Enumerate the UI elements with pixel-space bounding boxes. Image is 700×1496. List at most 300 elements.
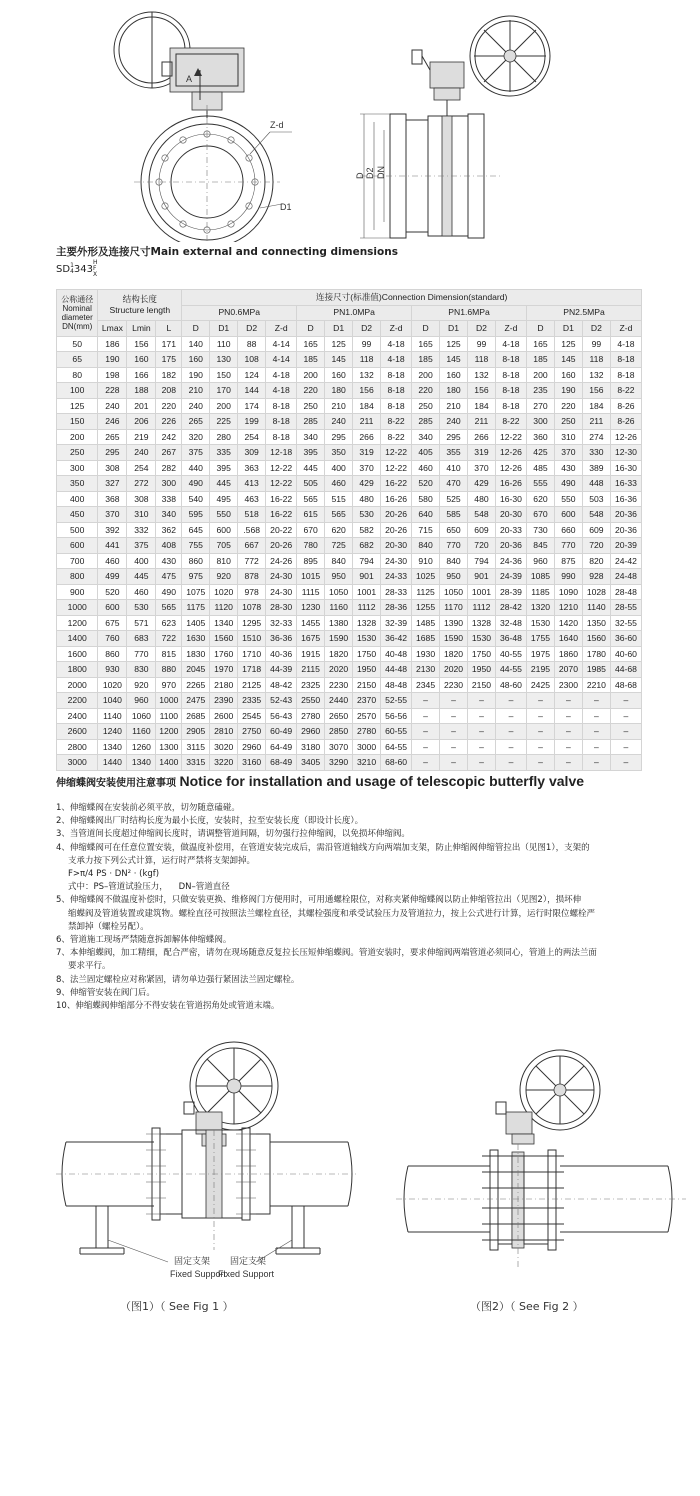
- table-cell: 16-26: [381, 491, 412, 507]
- table-cell: 200: [527, 367, 555, 383]
- table-cell: 20-33: [495, 522, 526, 538]
- table-cell: 220: [297, 383, 325, 399]
- figure-1-caption: （图1）（ See Fig 1 ）: [120, 1300, 234, 1313]
- table-cell: 720: [582, 538, 610, 554]
- table-cell: 124: [238, 367, 266, 383]
- table-row: [57, 522, 642, 538]
- table-cell: 1140: [582, 600, 610, 616]
- table-cell: 24-42: [610, 553, 641, 569]
- table-cell: 319: [468, 445, 496, 461]
- table-cell: 3160: [238, 755, 266, 771]
- table-cell: 3070: [325, 739, 353, 755]
- table-cell: 20-36: [495, 538, 526, 554]
- table-cell: 240: [98, 398, 127, 414]
- table-cell: 565: [297, 491, 325, 507]
- table-cell: 920: [210, 569, 238, 585]
- table-cell: –: [412, 739, 440, 755]
- table-cell: 2810: [210, 724, 238, 740]
- label-d2: D2: [365, 167, 375, 179]
- table-row: [57, 708, 642, 724]
- table-cell: 408: [156, 538, 182, 554]
- table-cell: –: [554, 755, 582, 771]
- table-cell: 310: [127, 507, 156, 523]
- table-cell: 445: [127, 569, 156, 585]
- table-cell: 1405: [182, 615, 210, 631]
- table-cell: 540: [182, 491, 210, 507]
- figure-2-caption: （图2）（ See Fig 2 ）: [470, 1300, 584, 1313]
- table-cell: –: [495, 755, 526, 771]
- table-cell: 840: [412, 538, 440, 554]
- note-9: 9、伸缩管安装在阀门后。: [56, 987, 155, 998]
- table-cell: 327: [98, 476, 127, 492]
- table-cell: 2400: [57, 708, 98, 724]
- table-cell: 830: [127, 662, 156, 678]
- table-cell: 705: [210, 538, 238, 554]
- table-cell: 4-18: [495, 336, 526, 352]
- table-cell: 4-14: [266, 352, 297, 368]
- table-cell: 2780: [297, 708, 325, 724]
- table-cell: 28-30: [266, 600, 297, 616]
- table-cell: –: [582, 755, 610, 771]
- table-cell: 555: [527, 476, 555, 492]
- table-cell: 2550: [297, 693, 325, 709]
- table-cell: 185: [412, 352, 440, 368]
- table-cell: 8-18: [381, 398, 412, 414]
- table-cell: 16-22: [381, 476, 412, 492]
- table-cell: 875: [554, 553, 582, 569]
- label-d1: D1: [280, 202, 292, 212]
- table-cell: 150: [210, 367, 238, 383]
- table-cell: 332: [127, 522, 156, 538]
- note-4-cont: 支承力按下列公式计算，运行时严禁将支架卸掉。: [68, 855, 256, 866]
- table-cell: 8-22: [495, 414, 526, 430]
- table-cell: 274: [582, 429, 610, 445]
- table-cell: 309: [238, 445, 266, 461]
- table-cell: 440: [182, 460, 210, 476]
- label-d: D: [355, 172, 365, 179]
- table-cell: 794: [353, 553, 381, 569]
- table-cell: 820: [582, 553, 610, 569]
- table-cell: 1000: [156, 693, 182, 709]
- table-cell: 1710: [238, 646, 266, 662]
- table-cell: 295: [98, 445, 127, 461]
- table-cell: –: [440, 755, 468, 771]
- table-cell: 28-55: [610, 600, 641, 616]
- table-cell: 20-36: [610, 507, 641, 523]
- table-cell: 1001: [353, 584, 381, 600]
- table-cell: 8-22: [381, 429, 412, 445]
- table-cell: 660: [554, 522, 582, 538]
- table-cell: 1295: [238, 615, 266, 631]
- table-cell: 1050: [325, 584, 353, 600]
- table-cell: 928: [582, 569, 610, 585]
- table-cell: 1170: [440, 600, 468, 616]
- table-cell: 845: [527, 538, 555, 554]
- table-cell: 165: [297, 336, 325, 352]
- table-cell: 460: [325, 476, 353, 492]
- table-cell: 265: [98, 429, 127, 445]
- table-cell: –: [554, 693, 582, 709]
- table-cell: 200: [210, 398, 238, 414]
- table-cell: 1760: [210, 646, 238, 662]
- table-cell: 64-55: [381, 739, 412, 755]
- label-a: A: [186, 74, 193, 84]
- table-cell: 600: [210, 522, 238, 538]
- table-cell: 595: [182, 507, 210, 523]
- table-cell: 2045: [182, 662, 210, 678]
- table-cell: 1125: [412, 584, 440, 600]
- table-cell: 118: [582, 352, 610, 368]
- table-cell: –: [468, 708, 496, 724]
- table-row: [57, 755, 642, 771]
- table-cell: 40-48: [381, 646, 412, 662]
- header-structure-length: 结构长度 Structure length: [98, 290, 182, 321]
- table-cell: 8-18: [610, 367, 641, 383]
- table-cell: 395: [210, 460, 238, 476]
- table-cell: 20-22: [266, 522, 297, 538]
- table-cell: 198: [98, 367, 127, 383]
- table-cell: 65: [57, 352, 98, 368]
- table-cell: 3020: [210, 739, 238, 755]
- table-cell: 1718: [238, 662, 266, 678]
- table-cell: 400: [325, 460, 353, 476]
- table-cell: 375: [182, 445, 210, 461]
- note-7-cont: 要求平行。: [68, 961, 111, 972]
- table-cell: 2850: [325, 724, 353, 740]
- table-cell: 330: [582, 445, 610, 461]
- table-cell: 1340: [210, 615, 238, 631]
- table-cell: 463: [238, 491, 266, 507]
- table-cell: 145: [440, 352, 468, 368]
- table-cell: 400: [127, 553, 156, 569]
- table-cell: –: [610, 708, 641, 724]
- table-cell: 840: [440, 553, 468, 569]
- table-cell: 2905: [182, 724, 210, 740]
- table-cell: 490: [554, 476, 582, 492]
- table-cell: 975: [182, 569, 210, 585]
- table-cell: 990: [554, 569, 582, 585]
- figure-1-drawing: [56, 1030, 356, 1290]
- table-cell: 48-60: [495, 677, 526, 693]
- table-cell: 2230: [440, 677, 468, 693]
- table-cell: 182: [156, 367, 182, 383]
- subheader-pn0-2: D2: [238, 321, 266, 337]
- model-code: SD 1 4 343 H F X: [56, 259, 98, 278]
- table-cell: 295: [440, 429, 468, 445]
- table-cell: 1015: [297, 569, 325, 585]
- table-cell: 250: [412, 398, 440, 414]
- table-cell: 211: [353, 414, 381, 430]
- table-cell: 620: [527, 491, 555, 507]
- table-cell: –: [610, 739, 641, 755]
- table-cell: 770: [127, 646, 156, 662]
- subheader-row: [57, 321, 642, 337]
- table-cell: 950: [440, 569, 468, 585]
- table-cell: 520: [98, 584, 127, 600]
- table-cell: 490: [182, 476, 210, 492]
- table-cell: 8-22: [610, 383, 641, 399]
- table-cell: 1780: [582, 646, 610, 662]
- table-row: [57, 336, 642, 352]
- table-cell: 171: [156, 336, 182, 352]
- table-row: [57, 414, 642, 430]
- table-cell: 1455: [297, 615, 325, 631]
- table-cell: 165: [412, 336, 440, 352]
- table-cell: 12-26: [610, 429, 641, 445]
- table-cell: 28-42: [495, 600, 526, 616]
- table-cell: 44-68: [610, 662, 641, 678]
- table-cell: –: [412, 693, 440, 709]
- table-cell: 1640: [554, 631, 582, 647]
- table-cell: 370: [98, 507, 127, 523]
- table-cell: 220: [412, 383, 440, 399]
- table-cell: –: [495, 693, 526, 709]
- table-cell: 950: [325, 569, 353, 585]
- table-cell: 132: [468, 367, 496, 383]
- table-cell: 725: [325, 538, 353, 554]
- table-cell: 460: [127, 584, 156, 600]
- table-cell: –: [412, 724, 440, 740]
- table-cell: 2650: [325, 708, 353, 724]
- table-row: [57, 445, 642, 461]
- table-cell: 180: [325, 383, 353, 399]
- table-cell: 8-18: [381, 367, 412, 383]
- table-cell: 99: [468, 336, 496, 352]
- table-cell: 140: [182, 336, 210, 352]
- table-cell: 392: [98, 522, 127, 538]
- note-1: 1、伸缩蝶阀在安装前必须平放，切勿随意磕碰。: [56, 803, 240, 813]
- table-cell: 670: [527, 507, 555, 523]
- table-cell: 615: [297, 507, 325, 523]
- note-5-cont2: 禁卸掉（螺栓另配）。: [68, 921, 149, 932]
- table-cell: 228: [98, 383, 127, 399]
- table-cell: 36-48: [495, 631, 526, 647]
- subheader-pn2-2: D2: [468, 321, 496, 337]
- table-cell: –: [582, 708, 610, 724]
- table-cell: –: [468, 693, 496, 709]
- header-pn06: PN0.6MPa: [182, 305, 297, 321]
- table-cell: 254: [238, 429, 266, 445]
- table-cell: 1320: [527, 600, 555, 616]
- table-cell: 1260: [127, 739, 156, 755]
- table-cell: 525: [440, 491, 468, 507]
- header-connection-dimension: 连接尺寸(标准值)Connection Dimension(standard): [182, 290, 642, 306]
- table-cell: 518: [238, 507, 266, 523]
- table-cell: 12-22: [381, 445, 412, 461]
- table-cell: 56-56: [381, 708, 412, 724]
- table-cell: 208: [156, 383, 182, 399]
- table-cell: 930: [98, 662, 127, 678]
- table-cell: 4-18: [266, 367, 297, 383]
- note-10: 10、伸缩蝶阀伸缩部分不得安装在管道拐角处或管道末端。: [56, 1001, 280, 1012]
- table-cell: 175: [156, 352, 182, 368]
- table-cell: 582: [353, 522, 381, 538]
- table-row: [57, 507, 642, 523]
- table-cell: 201: [127, 398, 156, 414]
- table-cell: 1100: [156, 708, 182, 724]
- table-cell: 400: [57, 491, 98, 507]
- table-cell: 565: [325, 507, 353, 523]
- table-cell: .568: [238, 522, 266, 538]
- table-cell: 36-60: [610, 631, 641, 647]
- table-cell: 340: [156, 507, 182, 523]
- table-cell: 48-48: [381, 677, 412, 693]
- table-cell: 24-33: [381, 569, 412, 585]
- table-cell: 210: [325, 398, 353, 414]
- table-cell: 515: [325, 491, 353, 507]
- table-cell: 1040: [98, 693, 127, 709]
- table-cell: 780: [297, 538, 325, 554]
- table-cell: 722: [156, 631, 182, 647]
- table-cell: 206: [127, 414, 156, 430]
- table-row: [57, 615, 642, 631]
- table-cell: 413: [238, 476, 266, 492]
- table-cell: 375: [127, 538, 156, 554]
- table-cell: 429: [353, 476, 381, 492]
- table-cell: 52-43: [266, 693, 297, 709]
- table-cell: 600: [554, 507, 582, 523]
- table-cell: 2210: [582, 677, 610, 693]
- table-cell: 1820: [440, 646, 468, 662]
- table-cell: 2780: [353, 724, 381, 740]
- table-cell: 1210: [554, 600, 582, 616]
- table-cell: 186: [98, 336, 127, 352]
- table-cell: 2600: [210, 708, 238, 724]
- table-cell: 1975: [527, 646, 555, 662]
- table-cell: 1115: [297, 584, 325, 600]
- table-cell: 970: [156, 677, 182, 693]
- table-cell: 250: [297, 398, 325, 414]
- table-cell: 1328: [468, 615, 496, 631]
- table-cell: 794: [468, 553, 496, 569]
- table-cell: 3115: [182, 739, 210, 755]
- table-cell: 565: [156, 600, 182, 616]
- table-cell: 8-18: [610, 352, 641, 368]
- table-cell: 2265: [182, 677, 210, 693]
- table-cell: 24-30: [266, 584, 297, 600]
- table-cell: –: [468, 739, 496, 755]
- table-cell: 530: [353, 507, 381, 523]
- table-cell: 308: [98, 460, 127, 476]
- table-cell: 1915: [297, 646, 325, 662]
- table-cell: 174: [238, 398, 266, 414]
- table-cell: 600: [57, 538, 98, 554]
- table-cell: 3405: [297, 755, 325, 771]
- table-cell: 156: [127, 336, 156, 352]
- table-cell: 1328: [353, 615, 381, 631]
- table-cell: 12-22: [495, 429, 526, 445]
- table-row: [57, 724, 642, 740]
- table-cell: 24-48: [610, 569, 641, 585]
- note-3: 3、当管道间长度超过伸缩阀长度时，请调整管道间隔，切勿强行拉伸缩阀，以免损坏伸缩阀。: [56, 829, 410, 840]
- table-cell: 2070: [554, 662, 582, 678]
- table-cell: 878: [238, 569, 266, 585]
- table-cell: 285: [412, 414, 440, 430]
- table-cell: 240: [127, 445, 156, 461]
- table-cell: 266: [353, 429, 381, 445]
- table-cell: 363: [238, 460, 266, 476]
- note-6: 6、管道施工现场严禁随意拆卸解体伸缩蝶阀。: [56, 935, 232, 946]
- table-cell: 150: [57, 414, 98, 430]
- table-cell: –: [554, 724, 582, 740]
- table-cell: 8-26: [610, 398, 641, 414]
- table-cell: 2960: [297, 724, 325, 740]
- table-cell: 360: [527, 429, 555, 445]
- subheader-pn0-0: D: [182, 321, 210, 337]
- table-cell: –: [527, 693, 555, 709]
- table-cell: 16-22: [266, 491, 297, 507]
- table-cell: 20-26: [381, 507, 412, 523]
- table-cell: 490: [156, 584, 182, 600]
- table-cell: 682: [353, 538, 381, 554]
- table-cell: 2020: [325, 662, 353, 678]
- table-row: [57, 383, 642, 399]
- notice-title-en: Notice for installation and usage of telescopic butterfly valve: [179, 773, 585, 789]
- table-cell: –: [468, 755, 496, 771]
- table-cell: –: [495, 739, 526, 755]
- table-cell: 32-48: [495, 615, 526, 631]
- table-cell: 28-33: [381, 584, 412, 600]
- table-cell: 900: [57, 584, 98, 600]
- table-cell: 2125: [238, 677, 266, 693]
- table-cell: 1510: [238, 631, 266, 647]
- table-cell: 8-26: [610, 414, 641, 430]
- table-cell: 210: [182, 383, 210, 399]
- table-cell: 8-18: [381, 383, 412, 399]
- table-cell: 100: [57, 383, 98, 399]
- table-cell: 1255: [412, 600, 440, 616]
- table-cell: 32-33: [266, 615, 297, 631]
- table-cell: 282: [156, 460, 182, 476]
- table-cell: 1060: [127, 708, 156, 724]
- table-cell: 1820: [325, 646, 353, 662]
- notice-title-cn: 伸缩蝶阀安装使用注意事项: [56, 778, 176, 789]
- table-cell: 715: [412, 522, 440, 538]
- table-cell: 118: [468, 352, 496, 368]
- table-cell: 429: [468, 476, 496, 492]
- table-cell: 1020: [210, 584, 238, 600]
- table-cell: 503: [582, 491, 610, 507]
- table-cell: 125: [57, 398, 98, 414]
- table-cell: 500: [57, 522, 98, 538]
- table-cell: –: [610, 693, 641, 709]
- table-cell: –: [495, 708, 526, 724]
- fig1-support-label-cn-1: 固定支架: [174, 1256, 211, 1266]
- table-cell: 300: [156, 476, 182, 492]
- table-cell: 675: [98, 615, 127, 631]
- table-cell: 8-18: [266, 398, 297, 414]
- subheader-pn3-0: D: [527, 321, 555, 337]
- table-cell: 720: [468, 538, 496, 554]
- table-cell: 1400: [57, 631, 98, 647]
- table-cell: 300: [527, 414, 555, 430]
- table-cell: 2150: [468, 677, 496, 693]
- table-cell: 548: [468, 507, 496, 523]
- table-cell: 36-42: [381, 631, 412, 647]
- table-cell: 60-49: [266, 724, 297, 740]
- table-cell: 170: [210, 383, 238, 399]
- table-cell: 370: [353, 460, 381, 476]
- table-cell: 1600: [57, 646, 98, 662]
- table-cell: 1112: [353, 600, 381, 616]
- table-cell: 1755: [527, 631, 555, 647]
- subheader-pn3-1: D1: [554, 321, 582, 337]
- table-cell: 2345: [412, 677, 440, 693]
- table-cell: 225: [210, 414, 238, 430]
- table-cell: 1340: [127, 755, 156, 771]
- table-cell: 2000: [57, 677, 98, 693]
- table-row: [57, 429, 642, 445]
